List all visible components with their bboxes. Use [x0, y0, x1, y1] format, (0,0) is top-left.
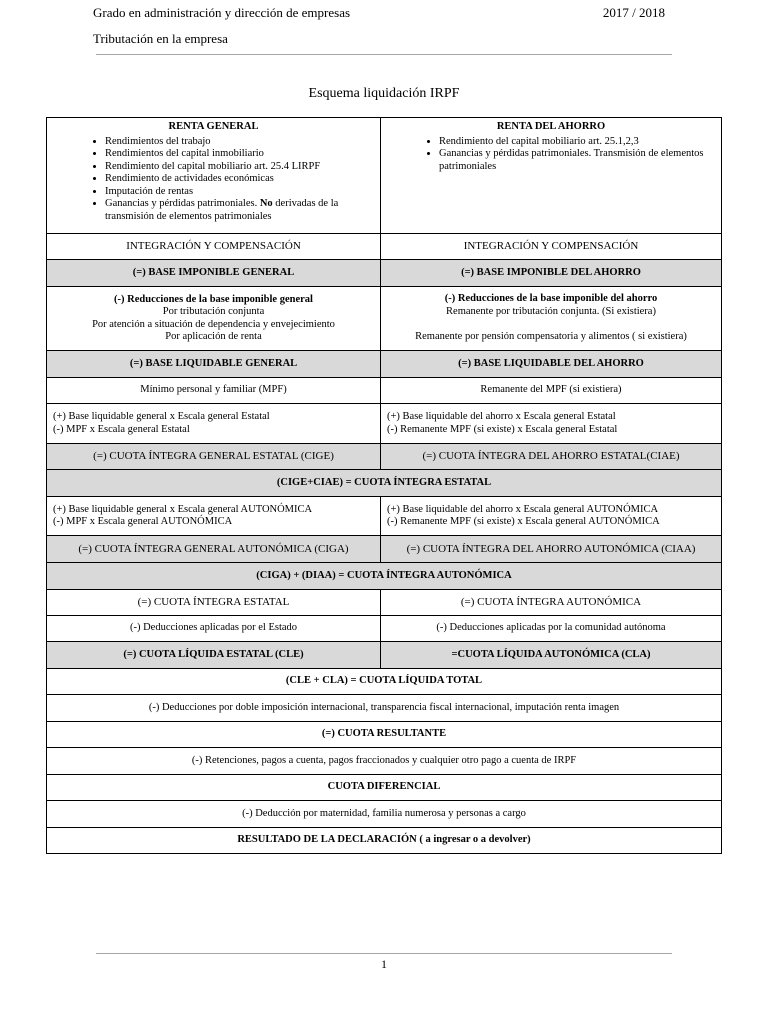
escala-line: (+) Base liquidable general x Escala general Estatal: [53, 411, 270, 422]
cuota-liquida-autonomica: =CUOTA LÍQUIDA AUTONÓMICA (CLA): [381, 642, 722, 669]
escala-line: (-) MPF x Escala general Estatal: [53, 423, 190, 435]
resultado-declaracion: RESULTADO DE LA DECLARACIÓN ( a ingresar o a devolver): [47, 828, 722, 854]
reducciones-ahorro: [381, 287, 722, 351]
renta-general-heading: RENTA GENERAL: [168, 121, 259, 132]
cuota-integra-pair-row: [47, 590, 722, 616]
list-item: • Rendimientos del capital inmobiliario: [105, 148, 374, 161]
reducciones-ahorro-line: Remanente por pensión compensatoria y alimentos ( si existiera): [415, 331, 687, 343]
integracion-general: INTEGRACIÓN Y COMPENSACIÓN: [47, 234, 381, 260]
header-course: Tributación en la empresa: [93, 31, 228, 46]
list-item: • Rendimiento del capital mobiliario art. 25.4 LIRPF: [105, 161, 374, 174]
deducciones-autonomica: (-) Deducciones aplicadas por la comunidad autónoma: [381, 616, 722, 642]
retenciones: (-) Retenciones, pagos a cuenta, pagos fraccionados y cualquier otro pago a cuenta de IRPF: [47, 748, 722, 775]
header-year: 2017 / 2018: [602, 5, 665, 20]
list-item: • Imputación de rentas: [105, 186, 374, 199]
header-degree: Grado en administración y dirección de empresas: [93, 5, 351, 20]
escala-autonomica-ahorro: [381, 497, 722, 536]
deducciones-row: [47, 616, 722, 642]
reducciones-row: [47, 287, 722, 351]
reducciones-ahorro-line: Remanente por tributación conjunta. (Si existiera): [446, 305, 656, 317]
deducciones-estado: (-) Deducciones aplicadas por el Estado: [47, 616, 381, 642]
reducciones-general-title: (-) Reducciones de la base imponible general: [114, 293, 313, 305]
resultado-row: [47, 828, 722, 854]
base-liquidable-ahorro: (=) BASE LIQUIDABLE DEL AHORRO: [381, 351, 722, 378]
deduccion-maternidad: (-) Deducción por maternidad, familia numerosa y personas a cargo: [47, 801, 722, 828]
cuota-integra-general-autonomica: (=) CUOTA ÍNTEGRA GENERAL AUTONÓMICA (CIGA): [47, 536, 381, 563]
renta-general-cell: [47, 118, 381, 234]
base-imponible-ahorro: (=) BASE IMPONIBLE DEL AHORRO: [381, 260, 722, 287]
cuota-liquida-estatal: (=) CUOTA LÍQUIDA ESTATAL (CLE): [47, 642, 381, 669]
deducciones-doble-row: [47, 695, 722, 722]
integracion-row: [47, 234, 722, 260]
list-item-text: Ganancias y pérdidas patrimoniales.: [105, 198, 260, 209]
base-imponible-general: (=) BASE IMPONIBLE GENERAL: [47, 260, 381, 287]
escala-line: (-) Remanente MPF (si existe) x Escala general Estatal: [387, 423, 618, 435]
page-title: Esquema liquidación IRPF: [308, 86, 460, 101]
escala-autonomica-row: [47, 497, 722, 536]
cuota-integra-autonomica-row: [47, 536, 722, 563]
reducciones-ahorro-title: (-) Reducciones de la base imponible del ahorro: [444, 293, 658, 305]
cuota-integra-estatal-total-row: [47, 470, 722, 497]
escala-line: (+) Base liquidable del ahorro x Escala general AUTONÓMICA: [387, 503, 659, 515]
cuota-integra-estatal-row: [47, 444, 722, 470]
cuota-liquida-row: [47, 642, 722, 669]
cuota-diferencial: CUOTA DIFERENCIAL: [47, 775, 722, 801]
list-item: • Ganancias y pérdidas patrimoniales. Transmisión de elementos patrimoniales: [439, 148, 715, 173]
integracion-ahorro: INTEGRACIÓN Y COMPENSACIÓN: [381, 234, 722, 260]
cuota-integra-autonomica: (=) CUOTA ÍNTEGRA AUTONÓMICA: [381, 590, 722, 616]
reducciones-general-line: Por aplicación de renta: [165, 331, 262, 342]
renta-row: [47, 118, 722, 234]
list-item: • Rendimientos del trabajo: [105, 136, 374, 149]
reducciones-general-line: Por tributación conjunta: [162, 306, 265, 317]
renta-general-list: [53, 136, 374, 224]
deduccion-maternidad-row: [47, 801, 722, 828]
cuota-integra-autonomica-total: (CIGA) + (DIAA) = CUOTA ÍNTEGRA AUTONÓMICA: [47, 563, 722, 590]
cuota-liquida-total-row: [47, 669, 722, 695]
deducciones-doble-imposicion: (-) Deducciones por doble imposición internacional, transparencia fiscal internacional, imputación renta imagen: [47, 695, 722, 722]
cuota-integra-estatal-total: (CIGE+CIAE) = CUOTA ÍNTEGRA ESTATAL: [47, 470, 722, 497]
cuota-liquida-total: (CLE + CLA) = CUOTA LÍQUIDA TOTAL: [47, 669, 722, 695]
renta-ahorro-cell: [381, 118, 722, 234]
cuota-integra-general-estatal: (=) CUOTA ÍNTEGRA GENERAL ESTATAL (CIGE): [47, 444, 381, 470]
header-divider: [96, 54, 672, 55]
escala-line: (-) Remanente MPF (si existe) x Escala general AUTONÓMICA: [387, 516, 660, 527]
cuota-integra-ahorro-autonomica: (=) CUOTA ÍNTEGRA DEL AHORRO AUTONÓMICA (CIAA): [381, 536, 722, 563]
minimo-ahorro: Remanente del MPF (si existiera): [381, 378, 722, 404]
list-item: [105, 198, 374, 223]
cuota-resultante-row: [47, 722, 722, 748]
renta-ahorro-heading: RENTA DEL AHORRO: [496, 121, 606, 132]
base-imponible-row: [47, 260, 722, 287]
reducciones-general-line: Por atención a situación de dependencia y envejecimiento: [92, 318, 335, 330]
escala-estatal-ahorro: [381, 404, 722, 444]
escala-line: (+) Base liquidable general x Escala general AUTONÓMICA: [53, 503, 313, 515]
footer-divider: [96, 953, 672, 954]
renta-ahorro-list: [387, 136, 715, 174]
list-item: • Rendimiento del capital mobiliario art. 25.1,2,3: [439, 136, 715, 149]
escala-line: (+) Base liquidable del ahorro x Escala general Estatal: [387, 411, 616, 422]
base-liquidable-general: (=) BASE LIQUIDABLE GENERAL: [47, 351, 381, 378]
cuota-integra-estatal: (=) CUOTA ÍNTEGRA ESTATAL: [47, 590, 381, 616]
retenciones-row: [47, 748, 722, 775]
cuota-integra-autonomica-total-row: [47, 563, 722, 590]
escala-line: (-) MPF x Escala general AUTONÓMICA: [53, 516, 233, 527]
reducciones-general: [47, 287, 381, 351]
irpf-scheme-table: [46, 117, 722, 854]
page-number: 1: [381, 957, 387, 971]
cuota-integra-ahorro-estatal: (=) CUOTA ÍNTEGRA DEL AHORRO ESTATAL(CIAE): [381, 444, 722, 470]
minimo-general: Mínimo personal y familiar (MPF): [47, 378, 381, 404]
escala-estatal-general: [47, 404, 381, 444]
base-liquidable-row: [47, 351, 722, 378]
list-item: • Rendimiento de actividades económicas: [105, 173, 374, 186]
list-item-emphasis: No: [259, 198, 273, 209]
escala-estatal-row: [47, 404, 722, 444]
cuota-diferencial-row: [47, 775, 722, 801]
list-item-text: derivadas de la transmisión de elementos patrimoniales: [105, 198, 339, 222]
escala-autonomica-general: [47, 497, 381, 536]
minimo-row: [47, 378, 722, 404]
cuota-resultante: (=) CUOTA RESULTANTE: [47, 722, 722, 748]
